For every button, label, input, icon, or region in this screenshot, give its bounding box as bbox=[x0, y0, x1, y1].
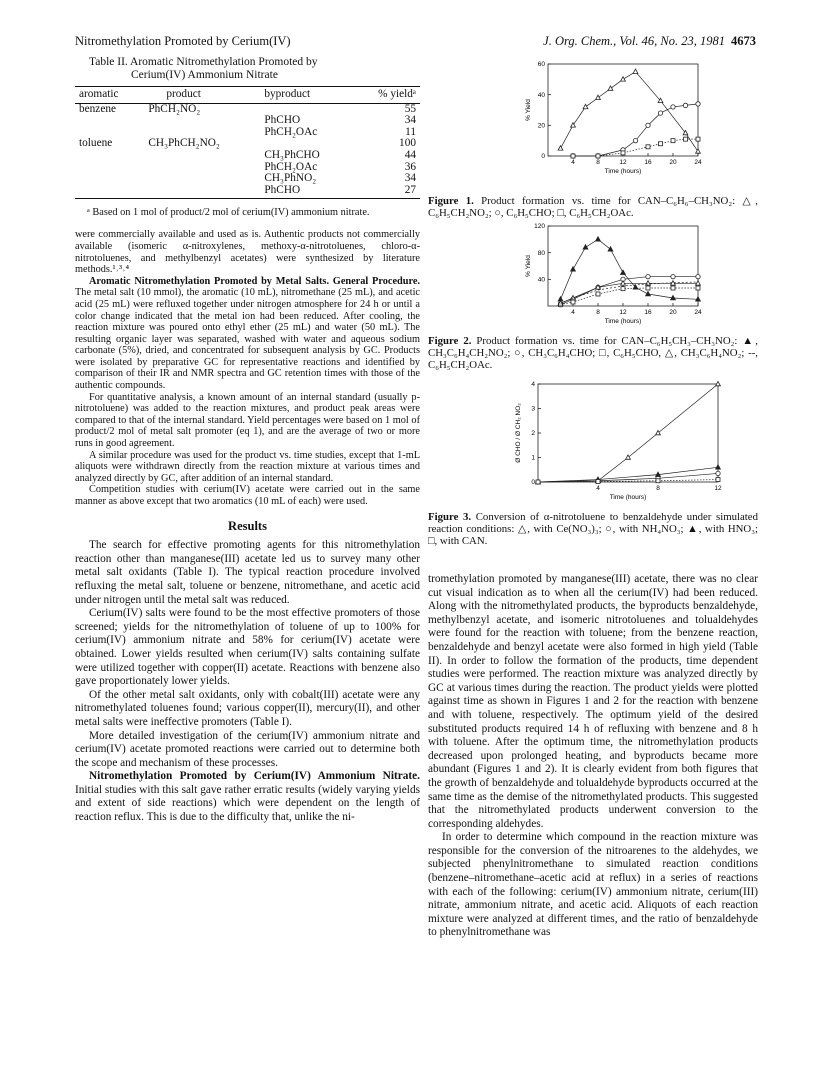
data-point-circle bbox=[716, 471, 720, 475]
x-tick-label: 8 bbox=[596, 159, 600, 166]
data-point-circle bbox=[646, 274, 650, 278]
data-point-square bbox=[621, 287, 625, 291]
table-title-line2: Cerium(IV) Ammonium Nitrate bbox=[131, 69, 278, 81]
x-tick-label: 20 bbox=[669, 309, 677, 316]
table-row bbox=[75, 127, 420, 139]
figure-3 bbox=[428, 380, 758, 547]
cell: 44 bbox=[404, 148, 416, 161]
figure-2 bbox=[428, 222, 758, 371]
plot-frame bbox=[538, 384, 718, 482]
data-point-triangle bbox=[621, 77, 626, 81]
figure-2-caption bbox=[428, 335, 758, 372]
data-point-triangle bbox=[621, 281, 626, 285]
y-tick-label: 40 bbox=[537, 276, 545, 284]
x-tick-label: 16 bbox=[644, 309, 652, 316]
data-point-square bbox=[696, 286, 700, 290]
data-point-circle bbox=[658, 111, 662, 115]
data-point-triangle bbox=[608, 247, 613, 251]
table-row bbox=[75, 185, 420, 199]
data-point-circle bbox=[671, 105, 675, 109]
data-point-triangle bbox=[621, 270, 626, 274]
figure-1-caption bbox=[428, 195, 758, 219]
x-tick-label: 4 bbox=[596, 485, 600, 492]
x-tick-label: 8 bbox=[656, 485, 660, 492]
cell bbox=[75, 173, 144, 185]
figure-3-chart bbox=[428, 380, 758, 506]
data-point-circle bbox=[633, 138, 637, 142]
data-point-circle bbox=[696, 274, 700, 278]
cell bbox=[75, 150, 144, 162]
cell bbox=[144, 150, 260, 162]
paragraph-body: Initial studies with this salt gave rather erratic results (widely varying yields and extent of side reactions) which were dependent on the length of reaction reflux. This is due to the difficulty that, unlike the ni- bbox=[75, 783, 420, 824]
data-point-square bbox=[696, 137, 700, 141]
data-point-square bbox=[656, 479, 660, 483]
data-point-square bbox=[621, 151, 625, 155]
cell: PhCHO bbox=[264, 114, 301, 127]
cell: 36 bbox=[404, 160, 416, 173]
figure-1 bbox=[428, 58, 758, 219]
run-in-heading: Aromatic Nitromethylation Promoted by Metal Salts. General Procedure. bbox=[89, 275, 420, 287]
data-point-triangle bbox=[596, 95, 601, 99]
y-axis-label: Ø CHO / Ø CH₂ NO₂ bbox=[515, 403, 522, 463]
col-header: aromatic bbox=[75, 87, 144, 104]
y-tick-label: 80 bbox=[537, 249, 545, 257]
data-point-square bbox=[571, 300, 575, 304]
data-point-triangle bbox=[696, 281, 701, 285]
cell: 34 bbox=[404, 172, 416, 185]
figure-3-caption bbox=[428, 511, 758, 548]
table-row bbox=[75, 162, 420, 174]
data-point-triangle bbox=[716, 381, 721, 385]
data-point-square bbox=[571, 154, 575, 158]
y-tick-label: 4 bbox=[531, 381, 535, 389]
section-heading: Results bbox=[228, 518, 267, 533]
data-point-triangle bbox=[583, 245, 588, 249]
caption-text: Conversion of α-nitrotoluene to benzaldehyde under simulated reaction conditions: △, with Ce(NO₃)₃; ○, with NH₄NO₃; ▲, with HNO₃; □, with CAN. bbox=[428, 510, 758, 547]
table-row bbox=[75, 103, 420, 115]
cell: 11 bbox=[405, 125, 416, 138]
data-point-triangle bbox=[571, 267, 576, 271]
cell: 55 bbox=[404, 102, 416, 115]
data-point-triangle bbox=[656, 430, 661, 434]
data-point-circle bbox=[671, 274, 675, 278]
series-line bbox=[561, 282, 699, 303]
cell bbox=[144, 162, 260, 174]
cell: PhCH₂OAc bbox=[264, 125, 318, 138]
x-tick-label: 24 bbox=[694, 159, 702, 166]
y-tick-label: 1 bbox=[531, 454, 535, 462]
caption-label: Figure 3. bbox=[428, 510, 472, 523]
x-tick-label: 16 bbox=[644, 159, 652, 166]
figure-1-chart bbox=[428, 58, 758, 190]
data-point-square bbox=[671, 139, 675, 143]
running-header-right bbox=[543, 34, 756, 49]
table-title-line1: Aromatic Nitromethylation Promoted by bbox=[130, 56, 318, 68]
figure-2-chart bbox=[428, 222, 758, 330]
data-point-circle bbox=[683, 103, 687, 107]
y-tick-label: 3 bbox=[531, 405, 535, 413]
caption-label: Figure 2. bbox=[428, 334, 472, 347]
cell: 27 bbox=[353, 185, 420, 199]
cell: CH₃PhCHO bbox=[264, 148, 320, 161]
x-axis-label: Time (hours) bbox=[609, 494, 647, 501]
y-tick-label: 20 bbox=[537, 122, 545, 130]
cell: CH₃PhCH₂NO₂ bbox=[148, 137, 220, 150]
series-line bbox=[561, 283, 699, 303]
cell: benzene bbox=[79, 102, 117, 115]
cell bbox=[75, 115, 144, 127]
x-tick-label: 20 bbox=[669, 159, 677, 166]
running-header-left: Nitromethylation Promoted by Cerium(IV) bbox=[75, 34, 291, 48]
data-point-square bbox=[716, 478, 720, 482]
data-point-square bbox=[684, 137, 688, 141]
series-line bbox=[573, 104, 698, 156]
table-label: Table II. bbox=[89, 56, 128, 68]
caption-text: Product formation vs. time for CAN–C₆H₆–CH₃NO₂: △, C₆H₅CH₂NO₂; ○, C₆H₅CHO; □, C₆H₅CH₂OAc. bbox=[428, 194, 758, 219]
series-line bbox=[561, 239, 699, 299]
data-point-triangle bbox=[558, 146, 563, 150]
x-tick-label: 12 bbox=[619, 159, 627, 166]
data-point-triangle bbox=[583, 104, 588, 108]
table-title bbox=[75, 56, 420, 82]
cell bbox=[75, 185, 144, 199]
series-line bbox=[561, 72, 699, 152]
data-point-square bbox=[671, 286, 675, 290]
data-point-square bbox=[646, 145, 650, 149]
y-tick-label: 120 bbox=[534, 223, 545, 231]
table-row bbox=[75, 138, 420, 150]
cell: PhCHO bbox=[260, 185, 353, 199]
journal-citation: J. Org. Chem., Vol. 46, No. 23, 1981 bbox=[543, 34, 725, 48]
paragraph: In order to determine which compound in the reaction mixture was responsible for the conversion of the nitroarenes to the aldehydes, we subjected phenylnitromethane to simulated reaction conditions (benzene–nitromethane–acetic acid at reflux) in a series of reactions with each of the following: cerium(IV) ammonium nitrate, cerium(III) nitrate, ammonium nitrate, and acetic acid. Aliquots of each reaction mixture were analyzed at different times, and the ratio of benzaldehyde to phenylnitromethane was bbox=[428, 831, 758, 939]
page-number: 4673 bbox=[731, 34, 756, 48]
data-point-triangle bbox=[716, 465, 721, 469]
cell bbox=[144, 115, 260, 127]
col-header: product bbox=[144, 87, 260, 104]
y-tick-label: 60 bbox=[537, 61, 545, 69]
table-header-row bbox=[75, 87, 420, 104]
paragraph: For quantitative analysis, a known amount of an internal standard (usually p-nitrotoluene) was added to the reaction mixtures, and product peak areas were compared to that of the internal standard. Yield percentages were based on 1 mol of product/2 mol of metal salt promoter (eq 1), and are the average of two or more runs in good agreement. bbox=[75, 391, 420, 450]
table-row bbox=[75, 150, 420, 162]
paragraph: Of the other metal salt oxidants, only with cobalt(III) acetate were any nitromethylated toluenes found; various copper(II), mercury(II), and other metal salts were ineffective promoters (Table I). bbox=[75, 688, 420, 728]
x-axis-label: Time (hours) bbox=[604, 318, 642, 325]
y-tick-label: 0 bbox=[541, 153, 545, 161]
paragraph: were commercially available and used as is. Authentic products not commercially available (isomeric α-nitroxylenes, methoxy-α-nitrotoluenes, chloro-α-nitrotoluenes, and methylbenzyl acetates) were synthesized by literature methods.¹˒³˒⁴ bbox=[75, 229, 420, 276]
x-tick-label: 24 bbox=[694, 309, 702, 316]
data-point-circle bbox=[696, 102, 700, 106]
series-line bbox=[561, 277, 699, 305]
paragraph: The search for effective promoting agents for this nitromethylation reaction other than manganese(III) acetate led us to survey many other metal salt oxidants (Table I). The typical reaction procedure involved refluxing the metal salt, toluene or benzene, nitromethane, and acetic acid under nitrogen until the metal salt was reduced. bbox=[75, 539, 420, 606]
paragraph: Competition studies with cerium(IV) acetate were carried out in the same manner as above except that two aromatics (10 mL of each) were used. bbox=[75, 484, 420, 507]
series-line bbox=[561, 288, 699, 305]
y-axis-label: % Yield bbox=[525, 99, 532, 121]
data-point-triangle bbox=[633, 69, 638, 73]
data-point-triangle bbox=[626, 455, 631, 459]
paragraph bbox=[75, 770, 420, 824]
col-header: % yieldᵃ bbox=[353, 87, 420, 104]
x-axis-label: Time (hours) bbox=[604, 168, 642, 175]
x-tick-label: 12 bbox=[619, 309, 627, 316]
run-in-heading: Nitromethylation Promoted by Cerium(IV) Ammonium Nitrate. bbox=[89, 770, 420, 783]
x-tick-label: 4 bbox=[571, 309, 575, 316]
data-point-triangle bbox=[646, 291, 651, 295]
data-point-square bbox=[536, 480, 540, 484]
cell bbox=[144, 173, 260, 185]
caption-text: Product formation vs. time for CAN–C₆H₅CH₃–CH₃NO₂: ▲, CH₃C₆H₄CH₂NO₂; ○, CH₃C₆H₄CHO; □, C₆H₅CHO, △, CH₃C₆H₄NO₂; --, C₆H₅CH₂OAc. bbox=[428, 334, 759, 371]
series-line bbox=[538, 384, 718, 482]
cell: CH₃PhNO₂ bbox=[264, 172, 317, 185]
cell bbox=[144, 185, 260, 199]
data-point-square bbox=[646, 286, 650, 290]
cell: PhCH₂NO₂ bbox=[148, 102, 201, 115]
data-point-square bbox=[659, 142, 663, 146]
x-tick-label: 4 bbox=[571, 159, 575, 166]
cell: 34 bbox=[404, 114, 416, 127]
paragraph: Cerium(IV) salts were found to be the most effective promoters of those screened; yields for the nitromethylation of toluene of up to 100% for cerium(IV) ammonium nitrate and 58% for cerium(IV) acetate were obtained. Lower yields resulted when cerium(IV) salts containing sulfate were utilized together with copper(II) acetate. Reactions with benzene also gave proportionately lower yields. bbox=[75, 607, 420, 688]
x-tick-label: 8 bbox=[596, 309, 600, 316]
cell: PhCH₂OAc bbox=[264, 160, 318, 173]
y-tick-label: 0 bbox=[531, 479, 535, 487]
table-row bbox=[75, 173, 420, 185]
x-tick-label: 12 bbox=[714, 485, 722, 492]
cell: 100 bbox=[399, 137, 416, 150]
table-row bbox=[75, 115, 420, 127]
data-point-square bbox=[596, 480, 600, 484]
data-point-square bbox=[596, 154, 600, 158]
col-header: byproduct bbox=[260, 87, 353, 104]
caption-label: Figure 1. bbox=[428, 194, 474, 207]
yield-table bbox=[75, 86, 420, 199]
right-text bbox=[428, 573, 758, 940]
cell bbox=[75, 162, 144, 174]
data-point-circle bbox=[646, 123, 650, 127]
data-point-triangle bbox=[596, 237, 601, 241]
left-column bbox=[75, 56, 420, 825]
plot-frame bbox=[548, 226, 698, 306]
data-point-square bbox=[596, 292, 600, 296]
paragraph-body: The metal salt (10 mmol), the aromatic (10 mL), nitromethane (25 mL), and acetic acid (25 mL) were refluxed together under nitrogen atmosphere for 24 h or until a color change indicated that the metal ion had been reduced. After cooling, the reaction mixture was poured onto ethyl ether (25 mL) and water (50 mL). The resulting organic layer was separated, washed with water and aqueous sodium carbonate (5%), dried, and concentrated for subsequent analysis by GC. Products were isolated by preparative GC for representative reactions and identified by comparison of their IR and NMR spectra and GC retention times with those of the authentic compounds. bbox=[75, 287, 420, 392]
cell: toluene bbox=[79, 137, 113, 150]
y-tick-label: 2 bbox=[531, 430, 535, 438]
table-footnote: ᵃ Based on 1 mol of product/2 mol of cerium(IV) ammonium nitrate. bbox=[87, 207, 370, 219]
data-point-triangle bbox=[608, 86, 613, 90]
paragraph: A similar procedure was used for the product vs. time studies, except that 1-mL aliquots were withdrawn directly from the reaction mixture at various times and analyzed directly by GC, after addition of an internal standard. bbox=[75, 449, 420, 484]
paragraph: More detailed investigation of the cerium(IV) ammonium nitrate and cerium(IV) acetate promoted reactions were carried out to determine both the scope and mechanism of these processes. bbox=[75, 729, 420, 769]
paragraph: tromethylation promoted by manganese(III) acetate, there was no clear cut visual indication as to when all the cerium(IV) had been reduced. Along with the nitromethylated products, the byproducts benzaldehyde, methylbenzyl acetate, and isomeric nitrotoluenes and tolualdehydes were found for the reaction with toluene; from the benzene reaction, benzaldehyde and benzyl acetate were also formed in high yield (Table II). In order to follow the formation of the products, time dependent studies were performed. The reaction mixture was analyzed directly by GC at various times during the reaction. The product yields were plotted against time as shown in Figures 1 and 2 for the reaction with benzene and with toluene, respectively. The optimum yield of the desired substituted products required 14 h of refluxing with benzene and 8 h with toluene. After the optimum time, the nitromethylation products decreased upon prolonged heating, and byproducts became more abundant (Figures 1 and 2). It is clearly evident from both figures that the growth of benzaldehyde and tolualdehyde byproducts occurred at the same time as the demise of the nitromethylated products. This suggested that the nitromethylated products underwent conversion to the corresponding aldehydes. bbox=[428, 573, 758, 830]
y-tick-label: 40 bbox=[537, 91, 545, 99]
y-axis-label: % Yield bbox=[525, 255, 532, 277]
paragraph bbox=[75, 276, 420, 392]
